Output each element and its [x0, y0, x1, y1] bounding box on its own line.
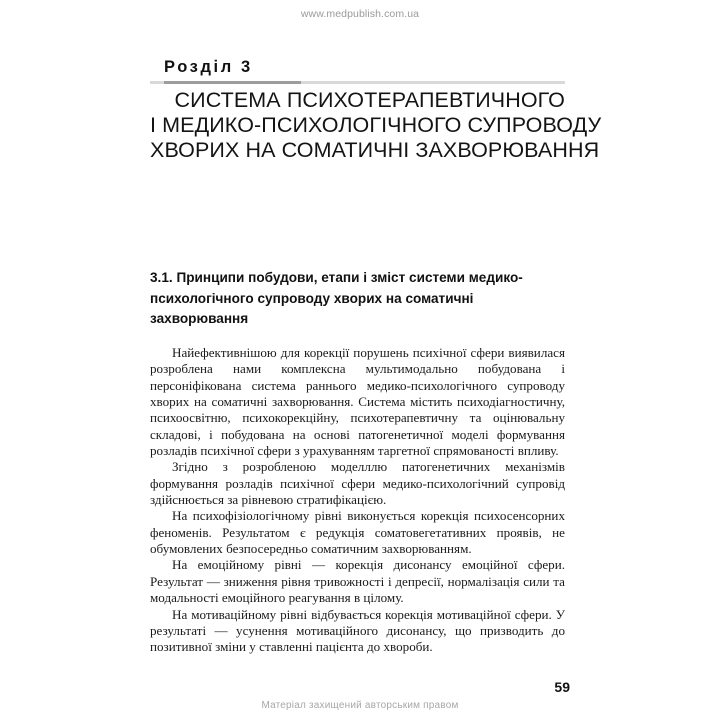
body-text	[150, 345, 565, 656]
page-number: 59	[554, 679, 570, 695]
copyright-watermark: Матеріал захищений авторським правом	[261, 700, 459, 711]
body-paragraph: На емоційному рівні — корекція дисонансу емоційної сфери. Результат — зниження рівня тривожності і депресії, нормалізація сили та модальності емоційного реагування в цілому.	[150, 557, 565, 606]
chapter-header	[150, 58, 565, 84]
chapter-label: Розділ 3	[164, 58, 253, 76]
chapter-title-line-1: СИСТЕМА ПСИХОТЕРАПЕВТИЧНОГО	[174, 88, 565, 112]
body-paragraph: Згідно з розробленою моделллю патогенетичних механізмів формування розладів психічної сфери медико-психологічний супровід здійснюється за рівневою стратифікацією.	[150, 459, 565, 508]
body-paragraph: На психофізіологічному рівні виконується корекція психосенсорних феноменів. Результатом є редукція соматовегетативних проявів, не обумовлених безпосередньо соматичним захворюванням.	[150, 508, 565, 557]
body-paragraph: На мотиваційному рівні відбувається корекція мотиваційної сфери. У результаті — усунення мотиваційного дисонансу, що призводить до позитивної зміни у ставленні пацієнта до хвороби.	[150, 606, 565, 655]
chapter-divider-rule	[150, 81, 565, 84]
section-heading: 3.1. Принципи побудови, етапи і зміст системи медико-психологічного супроводу хворих на соматичні захворювання	[150, 270, 523, 326]
site-url-watermark: www.medpublish.com.ua	[300, 8, 420, 20]
chapter-title-line-3: ХВОРИХ НА СОМАТИЧНІ ЗАХВОРЮВАННЯ	[150, 138, 600, 162]
chapter-title-line-2: І МЕДИКО-ПСИХОЛОГІЧНОГО СУПРОВОДУ	[150, 113, 602, 137]
body-paragraph: Найефективнішою для корекції порушень психічної сфери виявилася розроблена нами комплексна мультимодально побудована і персоніфікована система раннього медико-психологічного супроводу хворих на соматичні захворювання. Система містить психодіагностичну, психоосвітню, психокорекційну, психотерапевтичну та оцінювальну складові, і побудована на основі патогенетичної моделі формування розладів психічної сфери з урахуванням таргетної спрямованості впливу.	[150, 345, 565, 459]
chapter-title	[150, 88, 602, 163]
